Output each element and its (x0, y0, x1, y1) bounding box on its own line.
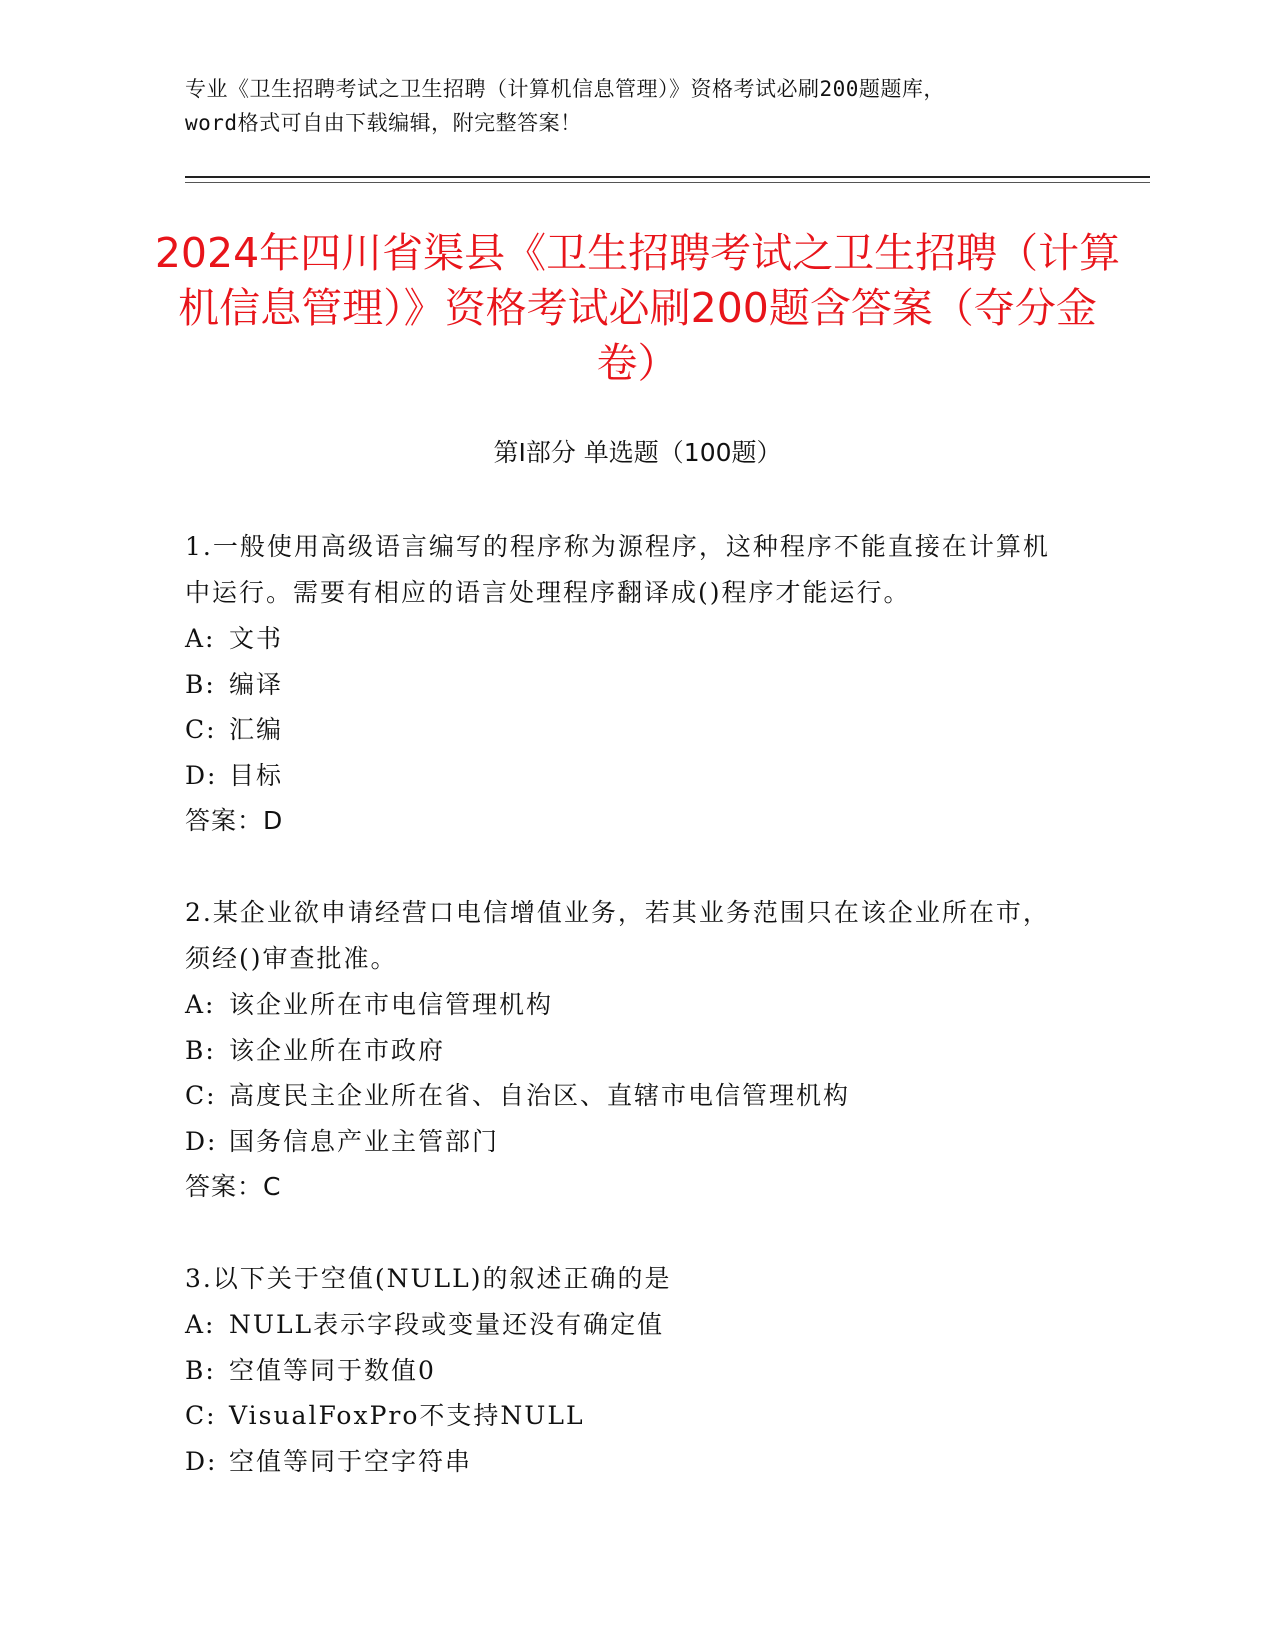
question-stem: 2.某企业欲申请经营口电信增值业务，若其业务范围只在该企业所在市，须经()审查批准。 (185, 898, 1050, 973)
option-key: A: (185, 624, 216, 653)
question-option (185, 616, 1065, 662)
option-key: B: (185, 1035, 216, 1065)
option-key: C: (185, 1401, 217, 1430)
option-key: C: (185, 715, 217, 744)
option-text: 文书 (229, 624, 284, 653)
header-note-line-2: word格式可自由下载编辑，附完整答案！ (185, 111, 582, 135)
header-divider-thick (185, 176, 1150, 178)
question-stem: 1.一般使用高级语言编写的程序称为源程序，这种程序不能直接在计算机中运行。需要有相应的语言处理程序翻译成()程序才能运行。 (185, 532, 1050, 607)
header-note-line-1: 专业《卫生招聘考试之卫生招聘（计算机信息管理）》资格考试必刷200题题库， (185, 77, 945, 101)
question-option (185, 1348, 1065, 1394)
question-option (185, 707, 1065, 753)
question-option (185, 1119, 1065, 1165)
option-key: C: (185, 1081, 217, 1110)
header-divider-thin (185, 182, 1150, 183)
question-option (185, 1302, 1065, 1348)
option-text: 国务信息产业主管部门 (229, 1126, 500, 1156)
question-answer: 答案：D (185, 806, 284, 835)
option-key: D: (185, 760, 218, 790)
option-text: 空值等同于数值0 (229, 1355, 436, 1385)
option-text: 空值等同于空字符串 (229, 1446, 473, 1476)
question-answer: 答案：C (185, 1172, 282, 1201)
option-key: D: (185, 1446, 218, 1476)
question-list (185, 524, 1065, 1530)
option-key: B: (185, 669, 216, 699)
question-stem: 3.以下关于空值(NULL)的叙述正确的是 (185, 1264, 672, 1293)
question-item (185, 890, 1065, 1210)
question-item (185, 524, 1065, 844)
question-option (185, 1439, 1065, 1485)
question-option (185, 1028, 1065, 1074)
question-option (185, 662, 1065, 708)
option-text: 编译 (229, 669, 284, 699)
option-text: 该企业所在市电信管理机构 (229, 990, 554, 1019)
option-key: D: (185, 1126, 218, 1156)
question-option (185, 1393, 1065, 1439)
option-key: A: (185, 1310, 216, 1339)
option-text: NULL表示字段或变量还没有确定值 (229, 1310, 665, 1339)
question-option (185, 982, 1065, 1028)
section-title: 第Ⅰ部分 单选题（100题） (493, 438, 782, 467)
option-key: B: (185, 1355, 216, 1385)
option-text: VisualFoxPro不支持NULL (229, 1401, 585, 1430)
option-text: 汇编 (229, 715, 284, 744)
option-text: 目标 (229, 760, 284, 790)
question-option (185, 753, 1065, 799)
header-note (185, 72, 1085, 140)
option-text: 该企业所在市政府 (229, 1035, 446, 1065)
document-title: 2024年四川省渠县《卫生招聘考试之卫生招聘（计算机信息管理）》资格考试必刷200题含答案（夺分金卷） (154, 229, 1121, 387)
question-item (185, 1256, 1065, 1484)
question-option (185, 1073, 1065, 1119)
option-key: A: (185, 990, 216, 1019)
option-text: 高度民主企业所在省、自治区、直辖市电信管理机构 (229, 1081, 851, 1110)
